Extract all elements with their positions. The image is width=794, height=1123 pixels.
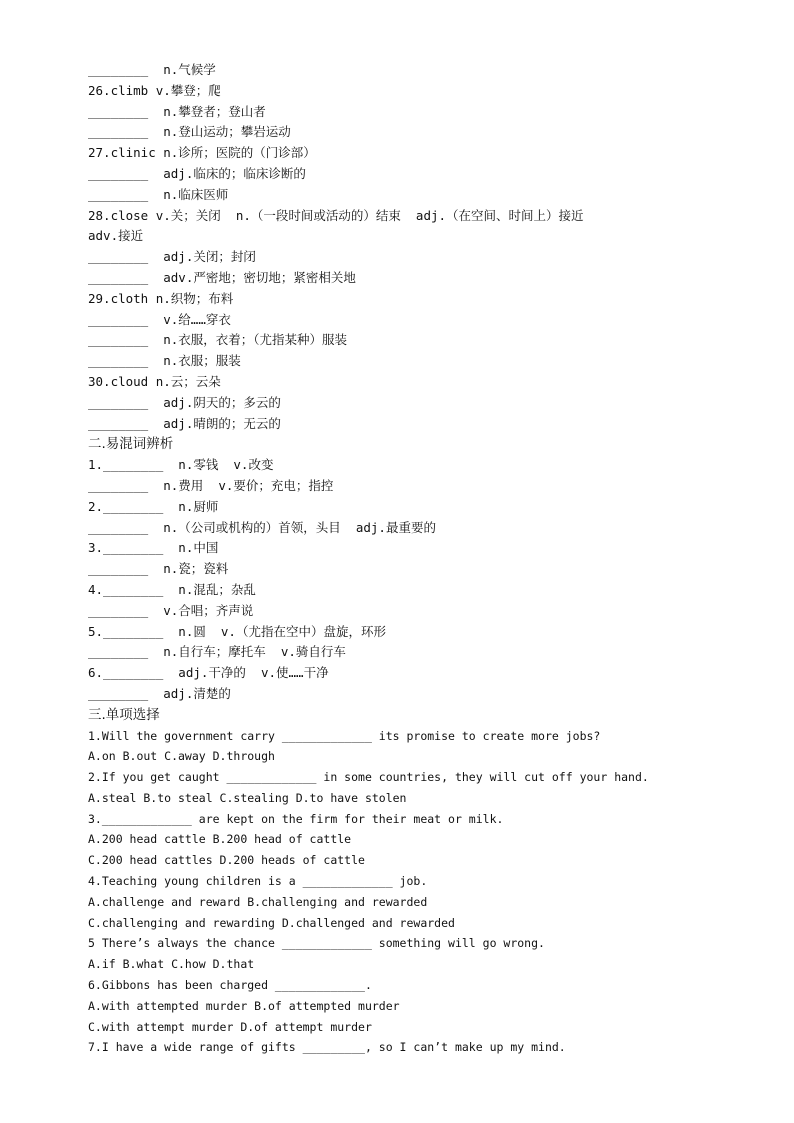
question-line: 3._____________ are kept on the firm for their meat or milk. (88, 811, 504, 826)
confusable-word-line: 5.________ n.圆 v.（尤指在空中）盘旋，环形 (88, 623, 386, 639)
vocab-line: ________ n.登山运动；攀岩运动 (88, 124, 291, 140)
confusable-word-line: ________ n.费用 v.要价；充电；指控 (88, 477, 334, 493)
question-line: A.challenge and reward B.challenging and rewarded (88, 894, 428, 909)
confusable-word-line: 6.________ adj.干净的 v.使……干净 (88, 665, 329, 681)
question-line: 2.If you get caught _____________ in some countries, they will cut off your hand. (88, 770, 649, 785)
section3-heading: 三.单项选择 (88, 706, 160, 723)
vocab-line: 29.cloth n.织物；布料 (88, 290, 234, 306)
vocab-line: 27.clinic n.诊所；医院的（门诊部） (88, 145, 316, 161)
confusable-word-line: ________ adj.清楚的 (88, 685, 231, 701)
vocab-line: ________ adv.严密地；密切地；紧密相关地 (88, 269, 356, 285)
vocab-line: 30.cloud n.云；云朵 (88, 373, 221, 389)
multiple-choice-list (88, 726, 768, 1059)
question-line: 6.Gibbons has been charged _____________. (88, 978, 372, 993)
confusable-word-line: 4.________ n.混乱；杂乱 (88, 581, 256, 597)
question-line: A.steal B.to steal C.stealing D.to have stolen (88, 790, 407, 805)
vocab-line: ________ adj.晴朗的；无云的 (88, 415, 281, 431)
vocab-line: ________ n.攀登者；登山者 (88, 103, 266, 119)
vocab-line: ________ n.衣服，衣着；（尤指某种）服装 (88, 332, 348, 348)
confusable-word-line: 2.________ n.厨师 (88, 498, 219, 514)
vocab-line: adv.接近 (88, 228, 144, 244)
confusable-word-line: ________ n.瓷；瓷料 (88, 561, 229, 577)
question-line: A.200 head cattle B.200 head of cattle (88, 832, 352, 847)
question-line: C.challenging and rewarding D.challenged and rewarded (88, 915, 455, 930)
question-line: A.on B.out C.away D.through (88, 749, 275, 764)
section2-heading: 二.易混词辨析 (88, 436, 174, 453)
question-line: A.if B.what C.how D.that (88, 957, 255, 972)
confusable-word-line: ________ n.（公司或机构的）首领，头目 adj.最重要的 (88, 519, 436, 535)
confusable-word-line: ________ n.自行车；摩托车 v.骑自行车 (88, 644, 346, 660)
question-line: A.with attempted murder B.of attempted murder (88, 998, 400, 1013)
vocab-line: 28.close v.关；关闭 n.（一段时间或活动的）结束 adj.（在空间、时间上）接近 (88, 207, 584, 223)
vocab-line: ________ adj.阴天的；多云的 (88, 394, 281, 410)
worksheet-page (88, 60, 768, 1058)
question-line: C.with attempt murder D.of attempt murder (88, 1019, 372, 1034)
confusable-word-line: ________ v.合唱；齐声说 (88, 602, 254, 618)
vocab-line: ________ n.临床医师 (88, 186, 229, 202)
question-line: C.200 head cattles D.200 heads of cattle (88, 853, 365, 868)
vocab-line: ________ adj.临床的；临床诊断的 (88, 165, 306, 181)
vocab-line: ________ v.给……穿衣 (88, 311, 231, 327)
vocab-line: ________ n.气候学 (88, 62, 216, 77)
vocab-line: ________ adj.关闭；封闭 (88, 249, 256, 265)
confusable-words-list (88, 455, 768, 705)
vocabulary-list (88, 60, 768, 434)
question-line: 7.I have a wide range of gifts _________, so I can’t make up my mind. (88, 1040, 566, 1055)
vocab-line: 26.climb v.攀登；爬 (88, 82, 221, 98)
vocab-line: ________ n.衣服；服装 (88, 353, 241, 369)
confusable-word-line: 3.________ n.中国 (88, 540, 219, 556)
question-line: 4.Teaching young children is a _____________ job. (88, 874, 428, 889)
question-line: 1.Will the government carry _____________ its promise to create more jobs? (88, 728, 601, 743)
question-line: 5 There’s always the chance _____________ something will go wrong. (88, 936, 545, 951)
confusable-word-line: 1.________ n.零钱 v.改变 (88, 457, 274, 473)
